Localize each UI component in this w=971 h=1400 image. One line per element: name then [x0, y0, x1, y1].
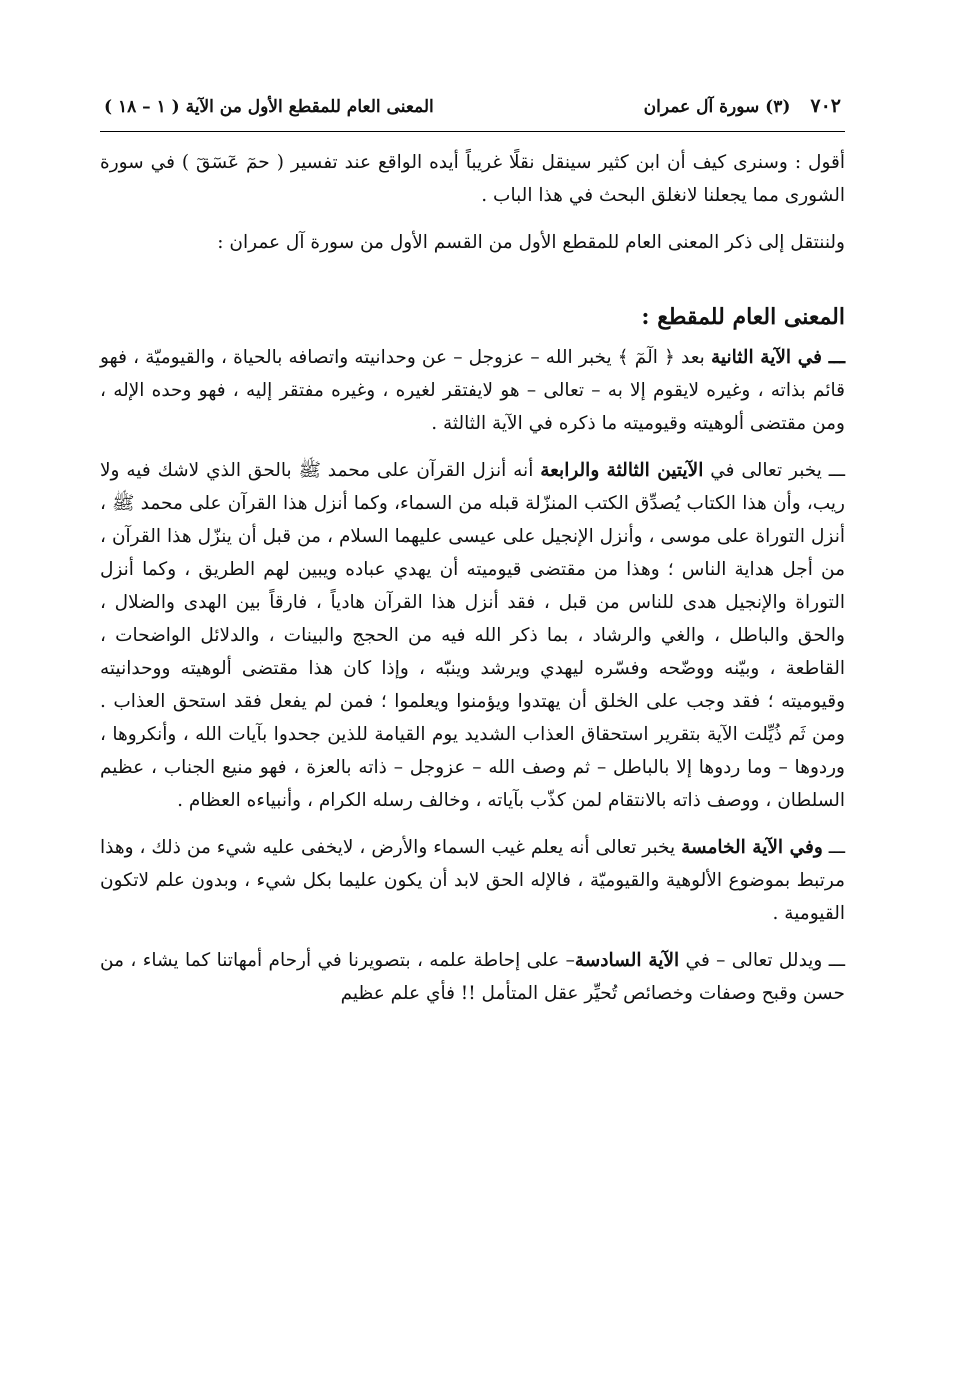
- page-number: ٧٠٢: [810, 95, 841, 117]
- paragraph-text: أنه أنزل القرآن على محمد ﷺ بالحق الذي لاشك فيه ولا ريب، وأن هذا الكتاب يُصدِّق الكتب المنزّلة قبله من السماء، وكما أنزل هذا القرآن على محمد ﷺ ، أنزل التوراة على موسى ، وأنزل الإنجيل على عيسى عليهما السلام ، من قبل أن ينزّل هذا القرآن ، من أجل هداية الناس ؛ وهذا من مقتضى قيوميته أن يهدي عباده ويبين لهم الطريق ، وكما أنزل التوراة والإنجيل هدى للناس من قبل ، فقد أنزل هذا القرآن هادياً ، فارقاً بين الهدى والضلال ، والحق والباطل ، والغي والرشاد ، بما ذكر الله فيه من الحجج والبينات ، والدلائل الواضحات ، القاطعة ، وبيّنه ووضّحه وفسّره ليهدي ويرشد وينبّه ، وإذا كان هذا مقتضى ألوهيته ووحدانيته وقيوميته ؛ فقد وجب على الخلق أن يهتدوا ويؤمنوا ويعلموا ؛ فمن لم يفعل فقد استحق العذاب . ومن ثَم ذُيِّلت الآية بتقرير استحقاق العذاب الشديد يوم القيامة للذين جحدوا بآيات الله ، وأنكروها ، وردوها – وما ردوها إلا بالباطل – ثم وصف الله – عزوجل – ذاته بالعزة ، فهو منيع الجناب ، عظيم السلطان ، ووصف ذاته بالانتقام لمن كذّب بآياته ، وخالف رسله الكرام ، وأنبياءه العظام .: [100, 460, 845, 811]
- page: [100, 95, 845, 1010]
- paragraph-lead: الآية السادسة: [574, 950, 680, 971]
- running-header-right: [644, 95, 841, 117]
- paragraph-prefix: ـــ ويدلل تعالى – في: [679, 950, 845, 971]
- paragraph-text: – على إحاطة علمه ، بتصويرنا في أرحام أمهاتنا كما يشاء ، من حسن وقبح وصفات وخصائص تُحيِّر عقل المتأمل !! فأي علم عظيم: [100, 950, 845, 1004]
- transition-paragraph: ولننتقل إلى ذكر المعنى العام للمقطع الأول من القسم الأول من سورة آل عمران :: [217, 232, 845, 253]
- paragraph-text: يخبر تعالى أنه يعلم غيب السماء والأرض ، لايخفى عليه شيء من ذلك ، وهذا مرتبط بموضوع الألوهية والقيوميّة ، فالإله الحق لابد أن يكون عليما بكل شيء ، وبدون علم لاتكون القيومية .: [100, 837, 845, 924]
- header-rule: [100, 131, 845, 132]
- section-title: المعنى العام للمقطع الأول من الآية ( ١ – ١٨ ): [104, 97, 434, 117]
- paragraph-prefix: ـــ يخبر تعالى في: [703, 460, 845, 481]
- paragraph-verse-6: [100, 944, 845, 1010]
- paragraph-text: بعد ﴿ الٓمٓ ﴾ يخبر الله – عزوجل – عن وحدانيته واتصافه بالحياة ، والقيوميّة ، فهو قائم بذاته ، وغيره لايقوم إلا به – تعالى – هو لايفتقر لغيره ، وغيره مفتقر إليه ، فهو وحده الإله ، ومن مقتضى ألوهيته وقيوميته ما ذكره في الآية الثالثة .: [100, 347, 845, 434]
- intro-paragraph: أقول : وسنرى كيف أن ابن كثير سينقل نقلًا غريباً أيده الواقع عند تفسير ( حمٓ عٓسٓقٓ ) في سورة الشورى مما يجعلنا لانغلق البحث في هذا الباب .: [100, 152, 846, 206]
- paragraph-verse-2: [100, 341, 845, 440]
- paragraph-lead: وفي الآية الخامسة: [681, 837, 823, 858]
- paragraph-lead: ـــ في الآية الثانية: [710, 347, 845, 368]
- section-heading: المعنى العام للمقطع :: [641, 304, 845, 330]
- paragraph-lead: الآيتين الثالثة والرابعة: [540, 460, 704, 481]
- surah-title: (٣) سورة آل عمران: [643, 97, 791, 117]
- running-header: [100, 95, 845, 131]
- paragraph-prefix: ـــ: [822, 837, 845, 858]
- paragraph-verse-5: [100, 831, 845, 930]
- paragraph-verses-3-4: [100, 454, 845, 817]
